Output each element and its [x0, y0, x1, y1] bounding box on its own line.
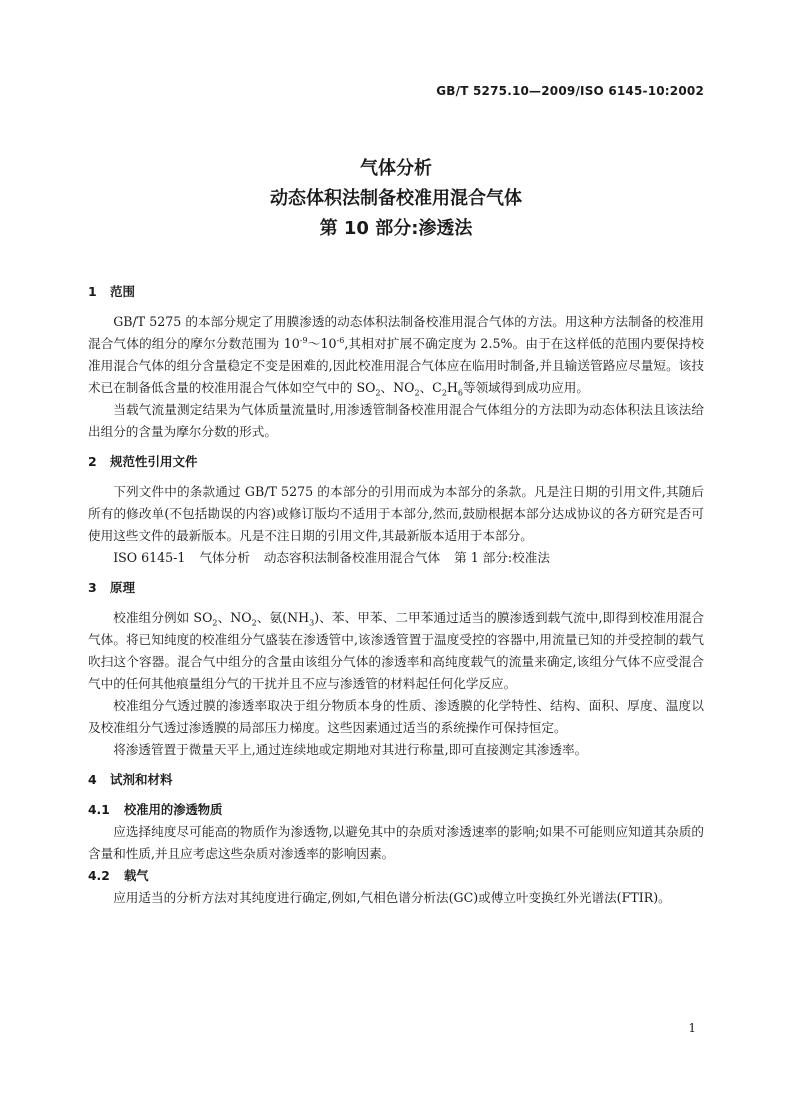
- reference-title-part-2: 动态容积法制备校准用混合气体: [263, 550, 441, 565]
- reference-code: ISO 6145-1: [113, 550, 186, 565]
- section-4-heading: [88, 769, 704, 791]
- subsection-4-2-heading: [88, 865, 704, 887]
- section-title: 原理: [110, 580, 136, 595]
- title-line-3: 第 10 部分:渗透法: [319, 218, 473, 239]
- subsection-number: 4.1: [88, 803, 110, 817]
- reference-title-part-3: 第 1 部分:校准法: [454, 550, 550, 565]
- subsection-title: 载气: [124, 869, 149, 883]
- section-title: 规范性引用文件: [110, 454, 198, 469]
- section-number: 2: [88, 454, 97, 469]
- section-1-paragraph-2: 当载气流量测定结果为气体质量流量时,用渗透管制备校准用混合气体组分的方法即为动态体积法且该法给出组分的含量为摩尔分数的形式。: [88, 402, 704, 439]
- document-title: [0, 154, 792, 244]
- subsection-4-1-paragraph: 应选择纯度尽可能高的物质作为渗透物,以避免其中的杂质对渗透速率的影响;如果不可能则应知道其杂质的含量和性质,并且应考虑这些杂质对渗透率的影响因素。: [88, 824, 704, 861]
- section-number: 1: [88, 284, 97, 299]
- subsection-4-2-paragraph: 应用适当的分析方法对其纯度进行确定,例如,气相色谱分析法(GC)或傅立叶变换红外光谱法(FTIR)。: [113, 890, 671, 905]
- section-number: 4: [88, 772, 97, 787]
- section-1-heading: [88, 281, 704, 303]
- section-title: 试剂和材料: [110, 772, 173, 787]
- reference-title-part-1: 气体分析: [199, 550, 250, 565]
- title-line-1: 气体分析: [360, 158, 432, 179]
- section-2-heading: [88, 451, 704, 473]
- page-number: 1: [688, 1021, 696, 1035]
- section-2-paragraph-1: 下列文件中的条款通过 GB/T 5275 的本部分的引用而成为本部分的条款。凡是注日期的引用文件,其随后所有的修改单(不包括勘误的内容)或修订版均不适用于本部分,然而,鼓励根据本部分达成协议的各方研究是否可使用这些文件的最新版本。凡是不注日期的引用文件,其最新版本适用于本部分。: [88, 484, 704, 543]
- section-1-paragraph-1: GB/T 5275 的本部分规定了用膜渗透的动态体积法制备校准用混合气体的方法。用这种方法制备的校准用混合气体的组分的摩尔分数范围为 $10^{-9}\sim 10^{-6}$,其相对扩展不确定度为 2.5%。由于在这样低的范围内要保持校准用混合气体的组分含量稳定不变是困难的,因此校准用混合气体应在临用时制备,并且输送管路应尽量短。该技术已在制备低含量的校准用混合气体如空气中的 $SO_2$、$NO_2$、$C_2H_6$等领域得到成功应用。: [88, 314, 704, 398]
- section-number: 3: [88, 580, 97, 595]
- section-3-heading: [88, 577, 704, 599]
- subsection-number: 4.2: [88, 869, 110, 883]
- standard-code: GB/T 5275.10—2009/ISO 6145-10:2002: [436, 84, 704, 98]
- section-3-paragraph-3: 将渗透管置于微量天平上,通过连续地或定期地对其进行称量,即可直接测定其渗透率。: [113, 742, 588, 757]
- normative-reference: [88, 547, 704, 569]
- section-title: 范围: [110, 284, 136, 299]
- title-line-2: 动态体积法制备校准用混合气体: [270, 188, 522, 209]
- section-3-paragraph-1: 校准组分例如 $SO_2$、$NO_2$、氨$(NH_3)$、苯、甲苯、二甲苯通过适当的膜渗透到载气流中,即得到校准用混合气体。将已知纯度的校准组分气盛装在渗透管中,该渗透管置于温度受控的容器中,用流量已知的并受控制的载气吹扫这个容器。混合气中组分的含量由该组分气体的渗透率和高纯度载气的流量来确定,该组分气体不应受混合气中的任何其他痕量组分气的干扰并且不应与渗透管的材料起任何化学反应。: [88, 610, 704, 691]
- document-body: [88, 281, 704, 909]
- subsection-title: 校准用的渗透物质: [124, 803, 223, 817]
- section-3-paragraph-2: 校准组分气透过膜的渗透率取决于组分物质本身的性质、渗透膜的化学特性、结构、面积、厚度、温度以及校准组分气透过渗透膜的局部压力梯度。这些因素通过适当的系统操作可保持恒定。: [88, 698, 704, 735]
- subsection-4-1-heading: [88, 799, 704, 821]
